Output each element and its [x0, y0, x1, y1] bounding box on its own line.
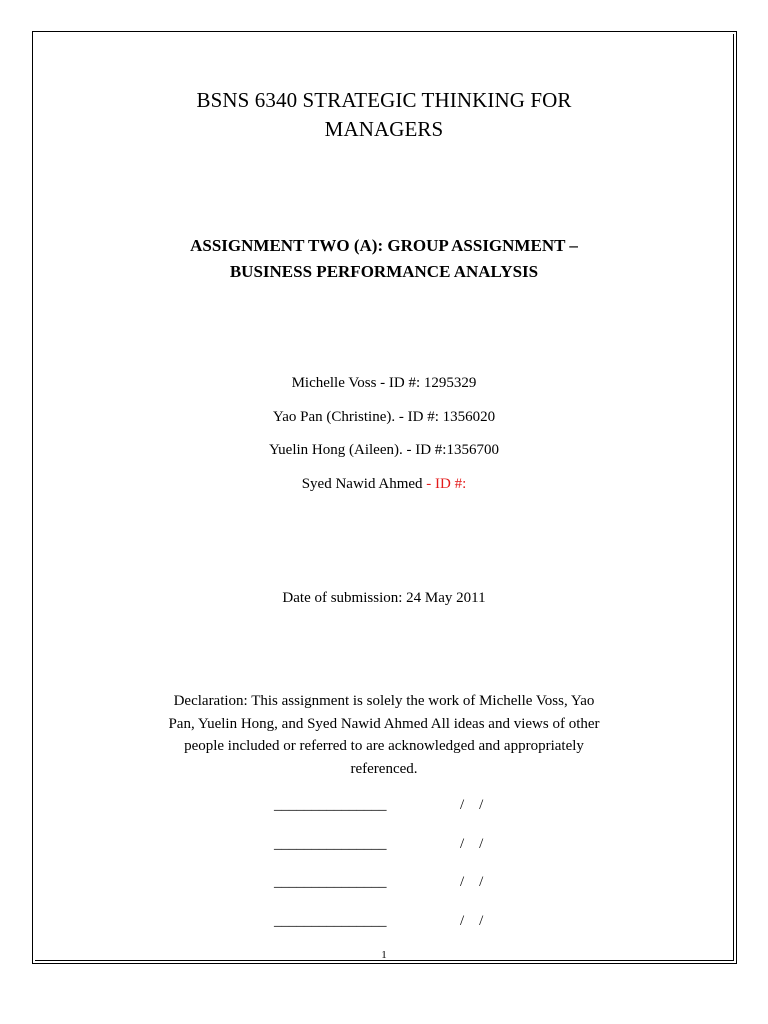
- assignment-title-line-2: BUSINESS PERFORMANCE ANALYSIS: [229, 262, 539, 281]
- author-name: Syed Nawid Ahmed: [301, 475, 423, 492]
- signature-row: [0, 871, 768, 910]
- signature-date: / /: [460, 912, 484, 929]
- signature-block: [0, 794, 768, 948]
- declaration-line-3: people included or referred to are acknowledged and appropriately: [184, 738, 584, 754]
- page-number: 1: [381, 949, 387, 961]
- author-id-missing: - ID #:: [422, 475, 467, 492]
- author-item: Yuelin Hong (Aileen). - ID #:1356700: [269, 442, 499, 458]
- course-title: [0, 86, 768, 144]
- author-list: [0, 372, 768, 506]
- declaration-line-4: referenced.: [350, 760, 418, 777]
- author-item: Michelle Voss - ID #: 1295329: [291, 375, 477, 391]
- submission-date: Date of submission: 24 May 2011: [282, 590, 486, 606]
- signature-date: / /: [460, 835, 484, 852]
- course-title-line-1: BSNS 6340 STRATEGIC THINKING FOR: [196, 88, 572, 112]
- signature-line: _______________: [274, 874, 387, 890]
- signature-date: / /: [460, 874, 484, 890]
- assignment-title-line-1: ASSIGNMENT TWO (A): GROUP ASSIGNMENT –: [190, 236, 578, 255]
- author-item: Yao Pan (Christine). - ID #: 1356020: [272, 408, 496, 425]
- assignment-title: [0, 233, 768, 285]
- signature-row: [0, 910, 768, 949]
- declaration: [110, 690, 658, 780]
- course-title-line-2: MANAGERS: [324, 117, 444, 141]
- declaration-line-2: Pan, Yuelin Hong, and Syed Nawid Ahmed All ideas and views of other: [168, 715, 600, 732]
- author-item: [0, 473, 768, 495]
- signature-date: / /: [460, 797, 484, 813]
- signature-line: _______________: [274, 912, 387, 929]
- signature-row: [0, 833, 768, 872]
- signature-line: _______________: [274, 835, 387, 852]
- signature-line: _______________: [274, 797, 387, 813]
- declaration-line-1: Declaration: This assignment is solely the work of Michelle Voss, Yao: [173, 693, 595, 709]
- signature-row: [0, 794, 768, 833]
